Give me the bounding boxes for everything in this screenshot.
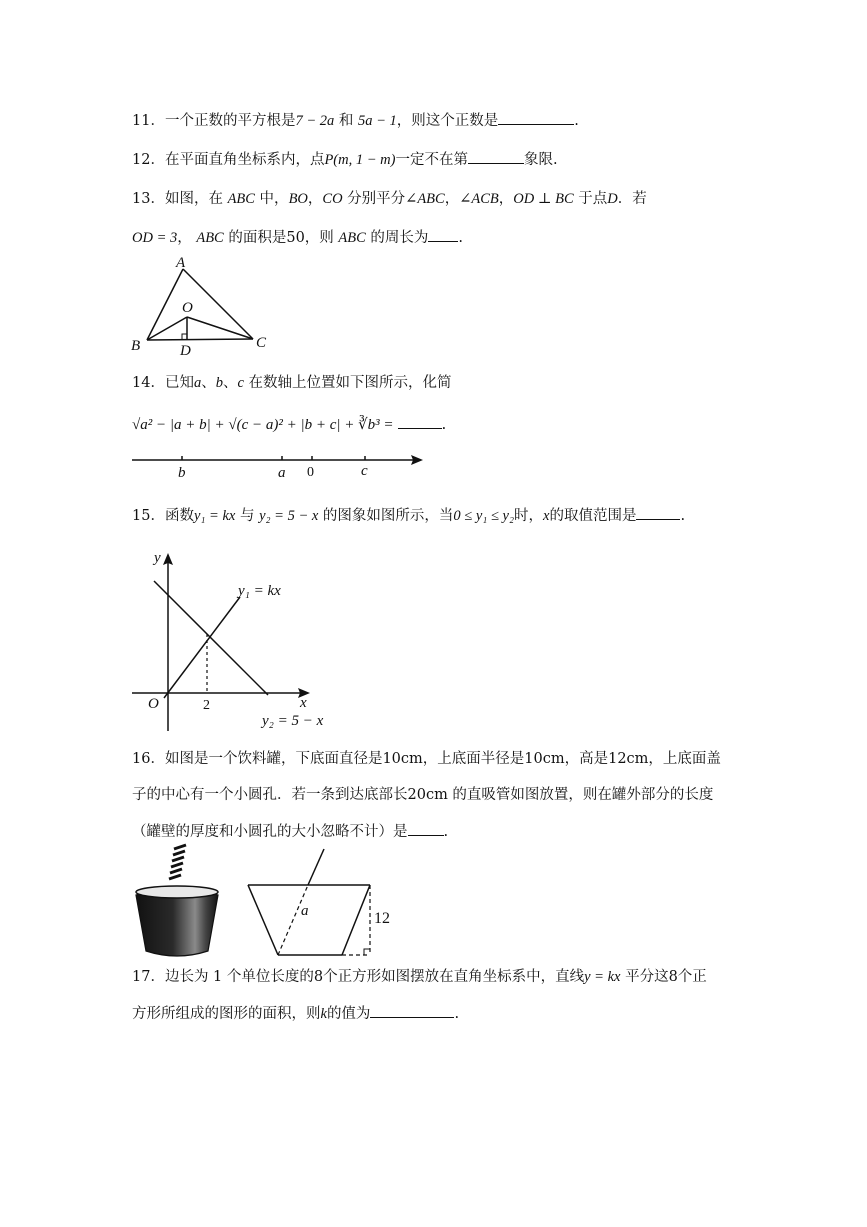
function-graph	[128, 545, 348, 735]
right-angle-mark	[364, 949, 370, 955]
drink-can-image	[134, 843, 224, 961]
answer-blank[interactable]	[428, 227, 458, 242]
label-d: D	[180, 343, 191, 359]
question-14-formula: √a² − |a + b| + √(c − a)² + |b + c| + ∛b³ = .	[132, 415, 447, 433]
question-13: 13．如图，在 ABC 中，BO，CO 分别平分∠ABC，∠ACB，OD ⊥ BC 于点D．若	[132, 191, 647, 207]
question-number: 16．	[132, 751, 165, 767]
label-a: a	[278, 465, 286, 481]
straw-inside	[278, 885, 308, 955]
answer-blank[interactable]	[398, 414, 442, 429]
question-16-line-3: （罐壁的厚度和小圆孔的大小忽略不计）是 .	[132, 821, 448, 842]
answer-blank[interactable]	[636, 505, 680, 520]
triangle-figure	[125, 255, 285, 360]
label-a: A	[176, 255, 186, 271]
question-14: 14．已知a、b、c 在数轴上位置如下图所示，化简	[132, 375, 452, 391]
label-zero: 0	[307, 465, 314, 480]
answer-blank[interactable]	[370, 1003, 454, 1018]
label-origin: O	[148, 696, 159, 712]
line-y1	[164, 597, 240, 698]
question-13-line-2: OD = 3， ABC 的面积是50，则 ABC 的周长为 .	[132, 227, 463, 248]
left-edge	[248, 885, 278, 955]
label-a: a	[301, 903, 309, 919]
question-11: 11．一个正数的平方根是7 − 2a 和 5a − 1，则这个正数是 .	[132, 110, 579, 131]
question-number: 11．	[132, 113, 165, 129]
label-o: O	[182, 300, 193, 316]
question-number: 13．	[132, 191, 165, 207]
segment-co	[187, 317, 253, 339]
side-bc	[147, 339, 253, 340]
question-number: 17．	[132, 969, 165, 985]
question-number: 15．	[132, 508, 165, 524]
question-15: 15．函数y₁ = kx 与 y₂ = 5 − x 的图象如图所示，当0 ≤ y₁ ≤ y₂时，x的取值范围是 .	[132, 505, 685, 526]
label-c: C	[256, 335, 267, 351]
label-line-y1: y₁ = kx	[238, 583, 281, 599]
answer-blank[interactable]	[498, 110, 574, 125]
label-height: 12	[374, 910, 390, 927]
question-number: 12．	[132, 152, 165, 168]
question-16-line-2: 子的中心有一个小圆孔．若一条到达底部长20cm 的直吸管如图放置，则在罐外部分的长度	[132, 787, 714, 803]
can-top	[136, 886, 218, 898]
answer-blank[interactable]	[468, 149, 524, 164]
question-17-line-2: 方形所组成的图形的面积，则k的值为 .	[132, 1003, 459, 1024]
label-line-y2: y₂ = 5 − x	[262, 713, 324, 729]
can-body	[136, 889, 218, 956]
answer-blank[interactable]	[408, 821, 444, 836]
label-y: y	[154, 550, 161, 566]
question-12: 12．在平面直角坐标系内，点P(m, 1 − m)一定不在第 象限.	[132, 149, 558, 170]
can-cross-section	[244, 843, 404, 963]
tick-label-2: 2	[203, 698, 210, 713]
label-c: c	[361, 463, 368, 479]
label-x: x	[300, 695, 307, 711]
question-16: 16．如图是一个饮料罐，下底面直径是10cm，上底面半径是10cm，高是12cm，上底面盖	[132, 751, 721, 767]
right-edge	[342, 885, 370, 955]
side-ac	[183, 269, 253, 339]
straw-icon	[169, 845, 186, 879]
question-number: 14．	[132, 375, 165, 391]
simplify-expression: √a² − |a + b| + √(c − a)² + |b + c| + ∛b³ =	[132, 417, 394, 433]
question-17: 17．边长为 1 个单位长度的8个正方形如图摆放在直角坐标系中，直线y = kx 平分这8个正	[132, 969, 707, 985]
label-b: B	[131, 338, 141, 354]
number-line	[130, 448, 430, 480]
straw-outside	[308, 849, 324, 885]
label-b: b	[178, 465, 186, 481]
